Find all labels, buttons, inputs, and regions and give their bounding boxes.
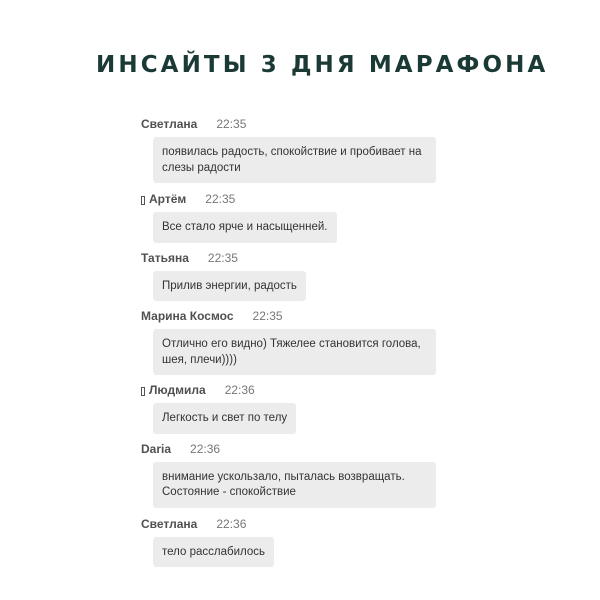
message-author: Людмила — [149, 383, 206, 397]
message-author: Светлана — [141, 117, 198, 131]
message-author: Татьяна — [141, 250, 189, 265]
tag-icon — [141, 387, 145, 396]
message-author: Светлана — [141, 516, 198, 531]
message-author: Daria — [141, 441, 172, 456]
message-time: 22:35 — [216, 117, 247, 131]
chat-message — [141, 382, 471, 434]
message-time: 22:36 — [216, 516, 247, 531]
chat-message — [141, 308, 471, 375]
message-author: Артём — [149, 192, 187, 206]
chat-message — [141, 441, 471, 508]
message-header — [141, 116, 471, 133]
chat-message — [141, 250, 471, 302]
message-bubble: Отлично его видно) Тяжелее становится голова, шея, плечи)))) — [153, 329, 436, 375]
message-time: 22:35 — [205, 192, 236, 206]
message-bubble: внимание ускользало, пыталась возвращать. Состояние - спокойствие — [153, 462, 436, 508]
message-time: 22:36 — [224, 383, 255, 397]
message-bubble: появилась радость, спокойствие и пробивает на слезы радости — [153, 137, 436, 183]
chat-message — [141, 191, 471, 243]
page-title: ИНСАЙТЫ 3 ДНЯ МАРАФОНА — [96, 52, 549, 78]
message-header — [141, 250, 471, 267]
message-author: Марина Космос — [141, 309, 234, 323]
message-bubble: тело расслабилось — [153, 537, 274, 568]
message-header — [141, 382, 471, 399]
message-header — [141, 308, 471, 325]
chat-message — [141, 516, 471, 568]
message-time: 22:35 — [252, 309, 283, 323]
message-bubble: Легкость и свет по телу — [153, 403, 296, 434]
message-time: 22:35 — [207, 250, 238, 265]
chat-transcript — [141, 116, 471, 567]
message-bubble: Все стало ярче и насыщенней. — [153, 212, 337, 243]
chat-message — [141, 116, 471, 183]
message-header — [141, 441, 471, 458]
message-header — [141, 191, 471, 208]
message-bubble: Прилив энергии, радость — [153, 271, 306, 302]
tag-icon — [141, 196, 145, 205]
message-time: 22:36 — [190, 441, 221, 456]
message-header — [141, 516, 471, 533]
